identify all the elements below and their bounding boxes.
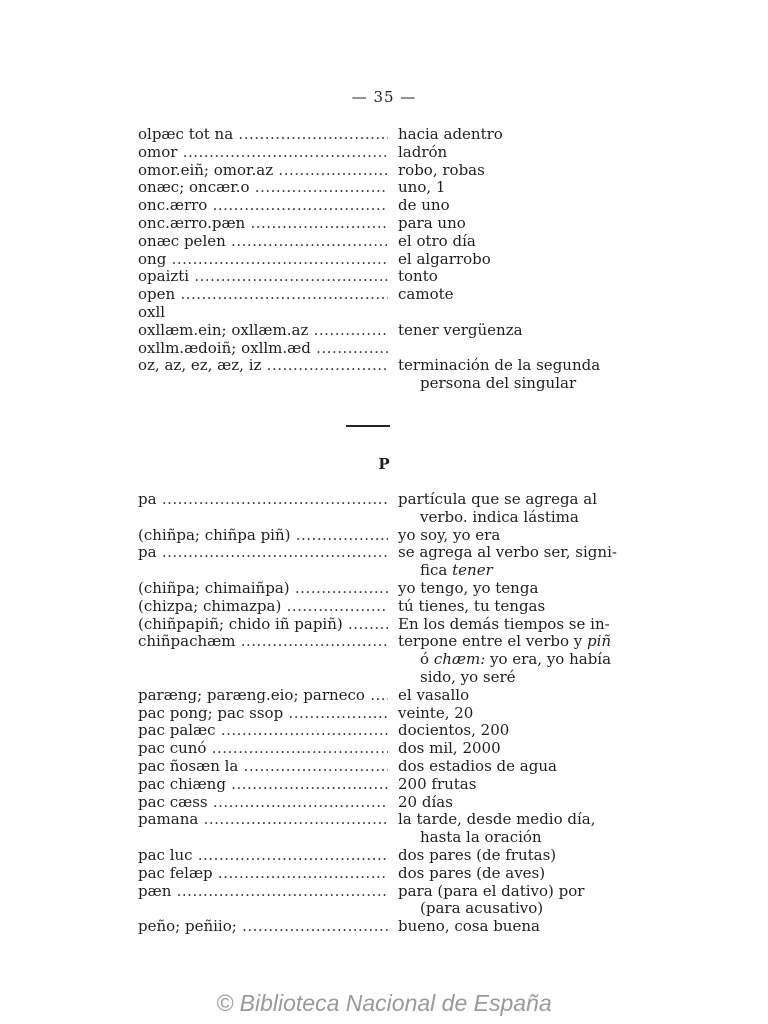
entry-definition — [388, 740, 638, 758]
definition-text: el vasallo — [398, 685, 470, 704]
dictionary-entry — [138, 126, 638, 144]
entry-term: pac cæss ..... — [138, 794, 388, 812]
definition-text: yo tengo, yo tenga — [398, 578, 539, 597]
entry-definition — [388, 144, 638, 162]
entry-definition — [388, 580, 638, 598]
entry-term: pac chiæng ..... — [138, 776, 388, 794]
dictionary-entry — [138, 811, 638, 847]
dictionary-entry — [138, 215, 638, 233]
entry-definition — [388, 268, 638, 286]
continuation-text: hasta la oración — [420, 828, 542, 847]
dictionary-entry — [138, 286, 638, 304]
continuation-text: (para acusativo) — [420, 899, 544, 918]
definition-continuation — [398, 651, 638, 669]
entry-definition — [388, 215, 638, 233]
entry-term: omor ..... — [138, 144, 388, 162]
entry-term: opaizti ..... — [138, 268, 388, 286]
definition-text: terpone entre el verbo y — [398, 632, 588, 651]
entry-definition — [388, 544, 638, 580]
dictionary-entry — [138, 883, 638, 919]
dictionary-entry — [138, 918, 638, 936]
entry-term: (chiñpa; chimaiñpa) ..... — [138, 580, 388, 598]
dictionary-entry — [138, 580, 638, 598]
entry-definition — [388, 687, 638, 705]
entry-definition — [388, 722, 638, 740]
entry-definition — [388, 616, 638, 634]
dictionary-section-o — [138, 126, 638, 393]
dictionary-entry — [138, 722, 638, 740]
continuation-text: yo era, yo había — [485, 650, 612, 669]
dictionary-entry — [138, 304, 638, 322]
entry-term: oz, az, ez, æz, iz ..... — [138, 357, 388, 393]
dictionary-entry — [138, 251, 638, 269]
entry-term: pac cunó ..... — [138, 740, 388, 758]
definition-text: tener vergüenza — [398, 320, 523, 339]
definition-text: docientos, 200 — [398, 721, 510, 740]
definition-text: robo, robas — [398, 160, 485, 179]
definition-text: dos estadios de agua — [398, 756, 557, 775]
entry-definition — [388, 286, 638, 304]
dictionary-entry — [138, 865, 638, 883]
entry-term: pac pong; pac ssop ..... — [138, 705, 388, 723]
dictionary-entry — [138, 544, 638, 580]
entry-term: chiñpachæm ..... — [138, 633, 388, 686]
entry-term: pa ..... — [138, 544, 388, 580]
dictionary-entry — [138, 794, 638, 812]
entry-definition — [388, 883, 638, 919]
dictionary-entry — [138, 491, 638, 527]
continuation-text: persona del singular — [420, 374, 577, 393]
definition-text: 200 frutas — [398, 774, 477, 793]
entry-definition — [388, 918, 638, 936]
definition-emphasis: piñ — [587, 632, 612, 651]
entry-term: (chiñpa; chiñpa piñ) ..... — [138, 527, 388, 545]
definition-text: el algarrobo — [398, 249, 491, 268]
entry-term: pæn ..... — [138, 883, 388, 919]
entry-term: pac ñosæn la ..... — [138, 758, 388, 776]
definition-text: se agrega al verbo ser, signi- — [398, 543, 617, 562]
section-letter-heading: P — [378, 455, 390, 473]
entry-term: onæc pelen ..... — [138, 233, 388, 251]
entry-definition — [388, 811, 638, 847]
definition-text: la tarde, desde medio día, — [398, 810, 596, 829]
entry-term: (chiñpapiñ; chido iñ papiñ) ..... — [138, 616, 388, 634]
dictionary-entry — [138, 197, 638, 215]
dictionary-entry — [138, 340, 638, 358]
entry-definition — [388, 340, 638, 358]
dictionary-entry — [138, 233, 638, 251]
entry-definition — [388, 126, 638, 144]
dictionary-entry — [138, 527, 638, 545]
dictionary-entry — [138, 633, 638, 686]
entry-definition — [388, 233, 638, 251]
dictionary-entry — [138, 144, 638, 162]
entry-term: oxllæm.ein; oxllæm.az ..... — [138, 322, 388, 340]
continuation-emphasis: tener — [452, 561, 493, 580]
dictionary-entry — [138, 268, 638, 286]
entry-definition — [388, 847, 638, 865]
dictionary-entry — [138, 847, 638, 865]
entry-definition — [388, 705, 638, 723]
entry-term: ong ..... — [138, 251, 388, 269]
entry-term: pa ..... — [138, 491, 388, 527]
definition-continuation — [398, 829, 638, 847]
definition-text: para (para el dativo) por — [398, 881, 585, 900]
entry-term: open ..... — [138, 286, 388, 304]
page-number: — 35 — — [351, 88, 417, 106]
entry-definition — [388, 197, 638, 215]
dictionary-entry — [138, 162, 638, 180]
entry-term: peño; peñiio; ..... — [138, 918, 388, 936]
entry-term: pac palæc ..... — [138, 722, 388, 740]
dictionary-section-p — [138, 491, 638, 936]
continuation-text: verbo. indica lástima — [420, 507, 579, 526]
definition-text: uno, 1 — [398, 178, 446, 197]
definition-text: bueno, cosa buena — [398, 917, 540, 936]
entry-definition — [388, 865, 638, 883]
entry-definition — [388, 491, 638, 527]
entry-term: (chizpa; chimazpa) ..... — [138, 598, 388, 616]
dictionary-entry — [138, 322, 638, 340]
entry-definition — [388, 598, 638, 616]
entry-definition — [388, 357, 638, 393]
dictionary-entry — [138, 740, 638, 758]
definition-text: 20 días — [398, 792, 453, 811]
continuation-text: ó — [420, 650, 434, 669]
definition-text: tú tienes, tu tengas — [398, 596, 546, 615]
definition-text: tonto — [398, 267, 438, 286]
definition-text: yo soy, yo era — [398, 525, 501, 544]
definition-text: veinte, 20 — [398, 703, 474, 722]
definition-text: el otro día — [398, 231, 476, 250]
entry-definition — [388, 794, 638, 812]
definition-text: dos mil, 2000 — [398, 739, 501, 758]
entry-definition — [388, 758, 638, 776]
entry-term: omor.eiñ; omor.az ..... — [138, 162, 388, 180]
entry-term: pac luc ..... — [138, 847, 388, 865]
dictionary-entry — [138, 776, 638, 794]
library-watermark: © Biblioteca Nacional de España — [216, 990, 552, 1016]
entry-term: pac felæp ..... — [138, 865, 388, 883]
entry-definition — [388, 527, 638, 545]
dictionary-entry — [138, 357, 638, 393]
entry-term: olpæc tot na ..... — [138, 126, 388, 144]
definition-text: dos pares (de aves) — [398, 863, 546, 882]
definition-text: ladrón — [398, 142, 448, 161]
definition-continuation — [398, 375, 638, 393]
entry-definition — [388, 633, 638, 686]
dictionary-entry — [138, 687, 638, 705]
definition-text: camote — [398, 285, 454, 304]
dictionary-entry — [138, 758, 638, 776]
entry-term: onæc; oncær.o ..... — [138, 179, 388, 197]
definition-continuation — [398, 509, 638, 527]
entry-definition — [388, 179, 638, 197]
definition-text: para uno — [398, 213, 466, 232]
dictionary-entry — [138, 616, 638, 634]
dictionary-entry — [138, 179, 638, 197]
entry-term: onc.ærro ..... — [138, 197, 388, 215]
section-divider — [346, 425, 390, 427]
definition-continuation — [398, 562, 638, 580]
dictionary-entry — [138, 598, 638, 616]
definition-text: partícula que se agrega al — [398, 490, 598, 508]
definition-text: dos pares (de frutas) — [398, 845, 557, 864]
continuation-text: fica — [420, 561, 448, 580]
entry-definition — [388, 162, 638, 180]
entry-definition — [388, 304, 638, 322]
entry-term: oxll — [138, 303, 166, 321]
definition-text: terminación de la segunda — [398, 356, 601, 375]
dictionary-entry — [138, 705, 638, 723]
entry-term: pamana ..... — [138, 811, 388, 847]
entry-term: onc.ærro.pæn ..... — [138, 215, 388, 233]
continuation-emphasis: chæm: — [433, 650, 486, 669]
definition-text: de uno — [398, 196, 450, 215]
entry-definition — [388, 776, 638, 794]
definition-continuation — [398, 900, 638, 918]
entry-term: paræng; paræng.eio; parneco ..... — [138, 687, 388, 705]
entry-definition — [388, 251, 638, 269]
entry-definition — [388, 322, 638, 340]
definition-continuation — [398, 669, 638, 687]
definition-text: En los demás tiempos se in- — [398, 614, 610, 633]
entry-term: oxllm.ædoiñ; oxllm.æd ..... — [138, 340, 388, 358]
continuation-text: sido, yo seré — [420, 667, 516, 686]
definition-text: hacia adentro — [398, 125, 503, 143]
